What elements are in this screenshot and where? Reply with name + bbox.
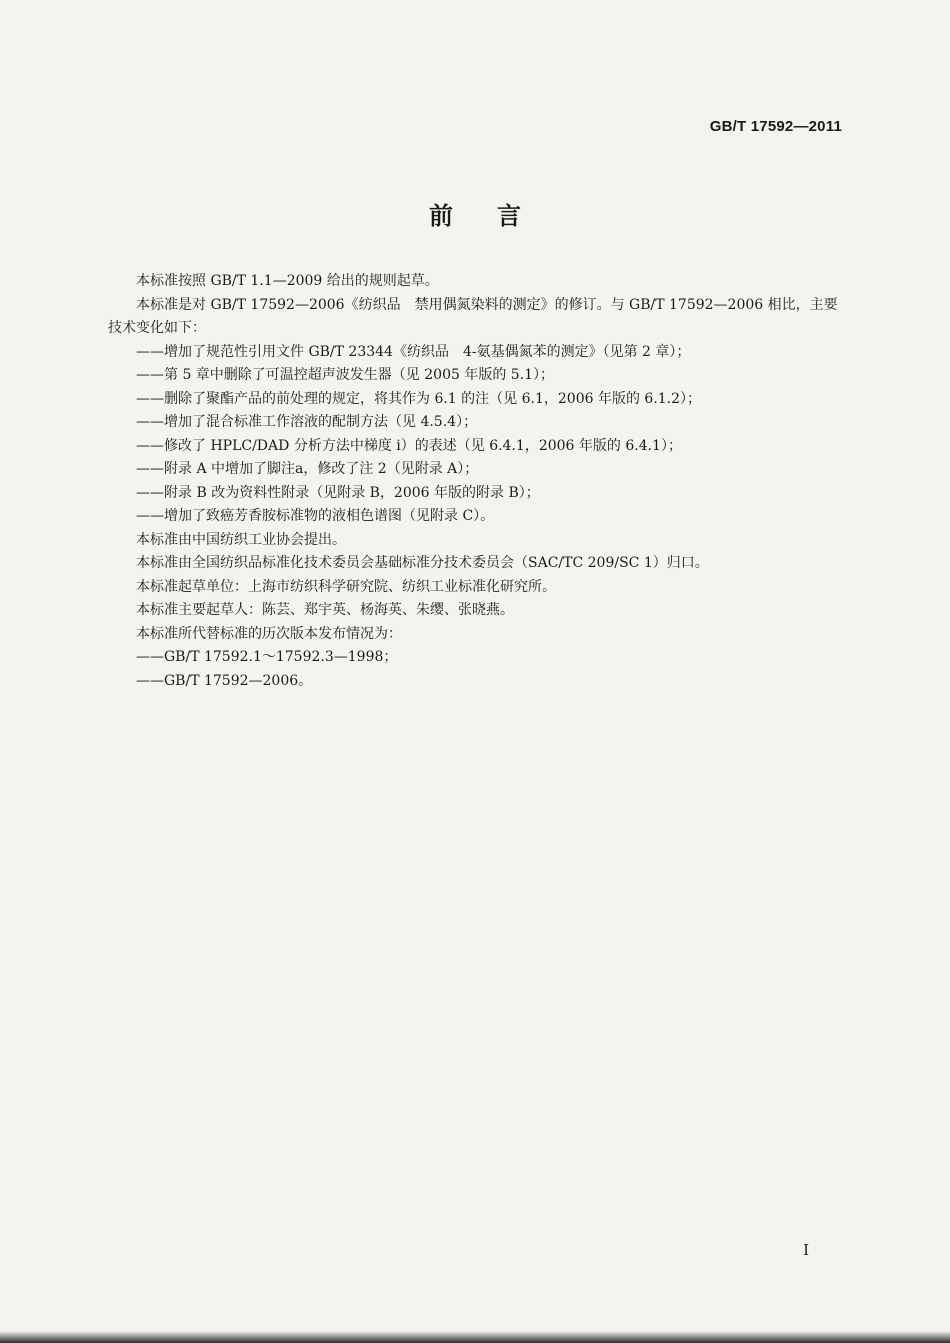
list-item: ——修改了 HPLC/DAD 分析方法中梯度 i）的表述（见 6.4.1，2006 年版的 6.4.1）；: [136, 437, 682, 454]
list-item: ——附录 B 改为资料性附录（见附录 B，2006 年版的附录 B）；: [136, 484, 540, 501]
list-item: ——增加了混合标准工作溶液的配制方法（见 4.5.4）；: [136, 414, 478, 430]
list-item: ——GB/T 17592.1～17592.3—1998；: [136, 649, 398, 665]
list-item: ——附录 A 中增加了脚注a，修改了注 2（见附录 A）；: [136, 461, 479, 477]
preface-body: [108, 270, 844, 693]
list-item: ——第 5 章中删除了可温控超声波发生器（见 2005 年版的 5.1）；: [136, 367, 555, 383]
paragraph-drafting-units: 本标准起草单位：上海市纺织科学研究院、纺织工业标准化研究所。: [136, 578, 556, 595]
list-item: ——GB/T 17592—2006。: [136, 672, 313, 689]
paragraph-revision-note: 本标准是对 GB/T 17592—2006《纺织品 禁用偶氮染料的测定》的修订。与 GB/T 17592—2006 相比，主要技术变化如下：: [108, 296, 838, 336]
paragraph-proposer: 本标准由中国纺织工业协会提出。: [136, 531, 346, 548]
list-item: ——增加了规范性引用文件 GB/T 23344《纺织品 4-氨基偶氮苯的测定》（见第 2 章）；: [136, 343, 691, 360]
paragraph-administrator: 本标准由全国纺织品标准化技术委员会基础标准分技术委员会（SAC/TC 209/SC 1）归口。: [136, 555, 709, 571]
scan-bottom-edge: [0, 1331, 950, 1343]
paragraph-drafting-rule: 本标准按照 GB/T 1.1—2009 给出的规则起草。: [136, 273, 439, 289]
list-item: ——增加了致癌芳香胺标准物的液相色谱图（见附录 C）。: [136, 508, 495, 524]
standard-code: GB/T 17592—2011: [709, 118, 842, 135]
page-number: I: [803, 1241, 809, 1259]
paragraph-drafters: 本标准主要起草人：陈芸、郑宇英、杨海英、朱缨、张晓燕。: [136, 602, 514, 618]
list-item: ——删除了聚酯产品的前处理的规定，将其作为 6.1 的注（见 6.1，2006 年版的 6.1.2）；: [136, 390, 702, 407]
page-title: 前言: [429, 202, 565, 230]
paragraph-history-intro: 本标准所代替标准的历次版本发布情况为：: [136, 625, 402, 642]
